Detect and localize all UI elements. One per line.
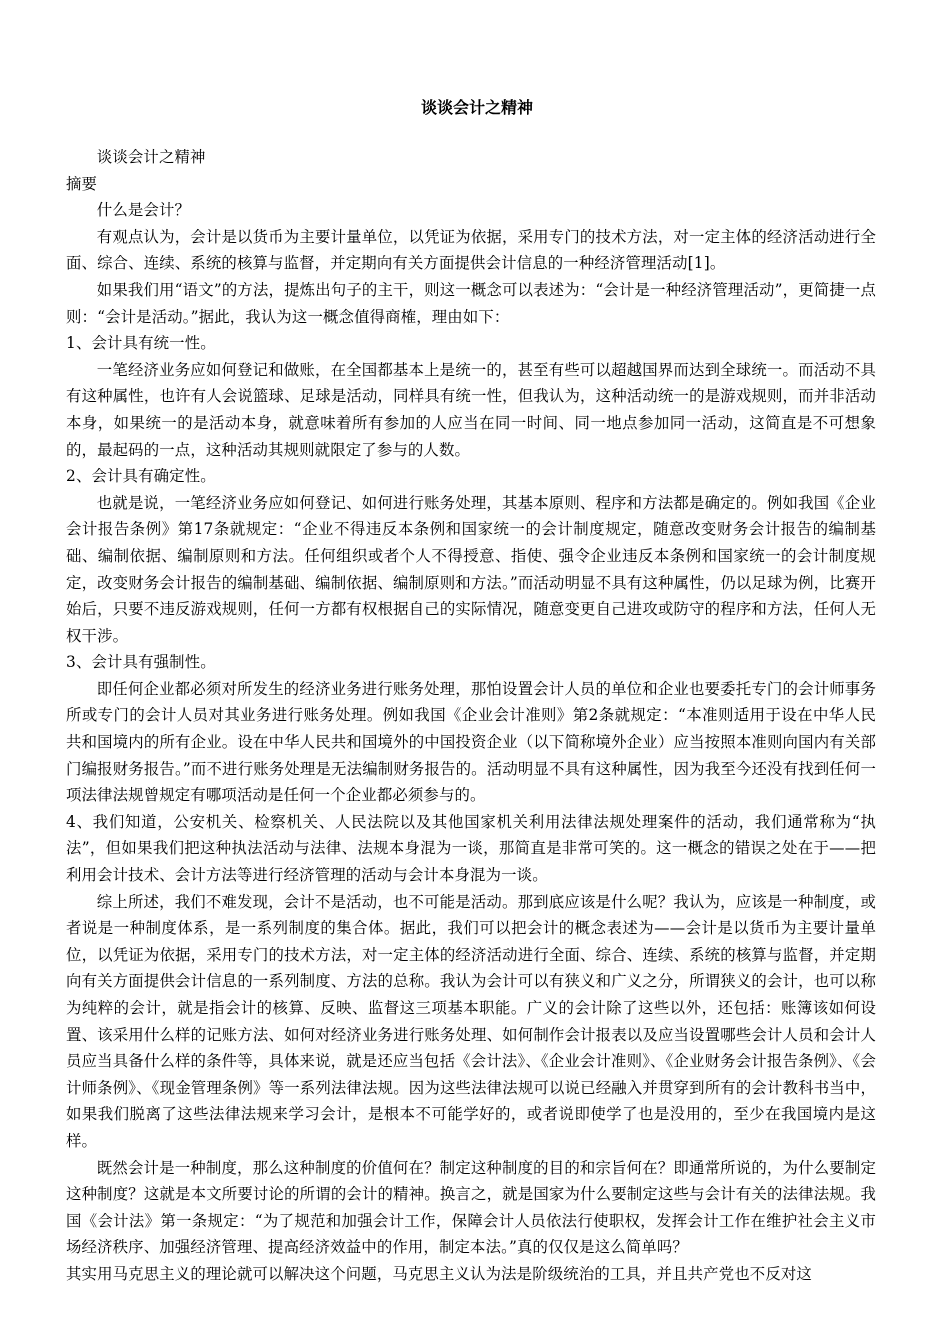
paragraph: 3、会计具有强制性。 — [66, 653, 216, 672]
document-title: 谈谈会计之精神 — [420, 98, 533, 117]
paragraph: 综上所述，我们不难发现，会计不是活动，也不可能是活动。那到底应该是什么呢？我认为，应该是一种制度，或者说是一种制度体系，是一系列制度的集合体。据此，我们可以把会计的概念表述为——会计是以货币为主要计量单位，以凭证为依据，采用专门的技术方法，对一定主体的经济活动进行全面、综合、连续、系统的核算与监督，并定期向有关方面提供会计信息的一系列制度、方法的总称。我认为会计可以有狭义和广义之分，所谓狭义的会计，也可以称为纯粹的会计，就是指会计的核算、反映、监督这三项基本职能。广义的会计除了这些以外，还包括：账簿该如何设置、该采用什么样的记账方法、如何对经济业务进行账务处理、如何制作会计报表以及应当设置哪些会计人员和会计人员应当具备什么样的条件等，具体来说，就是还应当包括《会计法》、《企业会计准则》、《企业财务会计报告条例》、《会计师条例》、《现金管理条例》等一系列法律法规。因为这些法律法规可以说已经融入并贯穿到所有的会计教科书当中，如果我们脱离了这些法律法规来学习会计，是根本不可能学好的，或者说即使学了也是没用的，至少在我国境内是这样。 — [66, 892, 876, 1150]
paragraph: 4、我们知道，公安机关、检察机关、人民法院以及其他国家机关利用法律法规处理案件的活动，我们通常称为“执法”，但如果我们把这种执法活动与法律、法规本身混为一谈，那简直是非常可笑的。这一概念的错误之处在于——把利用会计技术、会计方法等进行经济管理的活动与会计本身混为一谈。 — [66, 812, 876, 885]
paragraph: 如果我们用“语文”的方法，提炼出句子的主干，则这一概念可以表述为：“会计是一种经济管理活动”，更简捷一点则：“会计是活动。”据此，我认为这一概念值得商榷，理由如下： — [66, 280, 876, 326]
paragraph: 即任何企业都必须对所发生的经济业务进行账务处理，那怕设置会计人员的单位和企业也要委托专门的会计师事务所或专门的会计人员对其业务进行账务处理。例如我国《企业会计准则》第2条就规定：“本准则适用于设在中华人民共和国境内的所有企业。设在中华人民共和国境外的中国投资企业（以下简称境外企业）应当按照本准则向国内有关部门编报财务报告。”而不进行账务处理是无法编制财务报告的。活动明显不具有这种属性，因为我至今还没有找到任何一项法律法规曾规定有哪项活动是任何一个企业都必须参与的。 — [66, 679, 876, 805]
paragraph: 其实用马克思主义的理论就可以解决这个问题，马克思主义认为法是阶级统治的工具，并且共产党也不反对这 — [66, 1264, 812, 1283]
document-body — [66, 144, 876, 1288]
paragraph: 2、会计具有确定性。 — [66, 467, 216, 486]
paragraph: 有观点认为，会计是以货币为主要计量单位，以凭证为依据，采用专门的技术方法，对一定主体的经济活动进行全面、综合、连续、系统的核算与监督，并定期向有关方面提供会计信息的一种经济管理活动[1]。 — [66, 227, 876, 273]
paragraph: 1、会计具有统一性。 — [66, 334, 216, 353]
document-page — [66, 96, 876, 1288]
paragraph: 既然会计是一种制度，那么这种制度的价值何在？制定这种制度的目的和宗旨何在？即通常所说的，为什么要制定这种制度？这就是本文所要讨论的所谓的会计的精神。换言之，就是国家为什么要制定这些与会计有关的法律法规。我国《会计法》第一条规定：“为了规范和加强会计工作，保障会计人员依法行使职权，发挥会计工作在维护社会主义市场经济秩序、加强经济管理、提高经济效益中的作用，制定本法。”真的仅仅是这么简单吗？ — [66, 1158, 876, 1257]
paragraph: 摘要 — [66, 174, 98, 193]
paragraph: 什么是会计？ — [96, 201, 191, 220]
paragraph: 也就是说，一笔经济业务应如何登记、如何进行账务处理，其基本原则、程序和方法都是确定的。例如我国《企业会计报告条例》第17条就规定：“企业不得违反本条例和国家统一的会计制度规定，随意改变财务会计报告的编制基础、编制依据、编制原则和方法。任何组织或者个人不得授意、指使、强令企业违反本条例和国家统一的会计制度规定，改变财务会计报告的编制基础、编制依据、编制原则和方法。”而活动明显不具有这种属性，仍以足球为例，比赛开始后，只要不违反游戏规则，任何一方都有权根据自己的实际情况，随意变更自己进攻或防守的程序和方法，任何人无权干涉。 — [66, 493, 876, 645]
paragraph: 谈谈会计之精神 — [96, 148, 206, 166]
paragraph: 一笔经济业务应如何登记和做账，在全国都基本上是统一的，甚至有些可以超越国界而达到全球统一。而活动不具有这种属性，也许有人会说篮球、足球是活动，同样具有统一性，但我认为，这种活动统一的是游戏规则，而并非活动本身，如果统一的是活动本身，就意味着所有参加的人应当在同一时间、同一地点参加同一活动，这简直是不可想象的，最起码的一点，这种活动其规则就限定了参与的人数。 — [66, 360, 876, 459]
